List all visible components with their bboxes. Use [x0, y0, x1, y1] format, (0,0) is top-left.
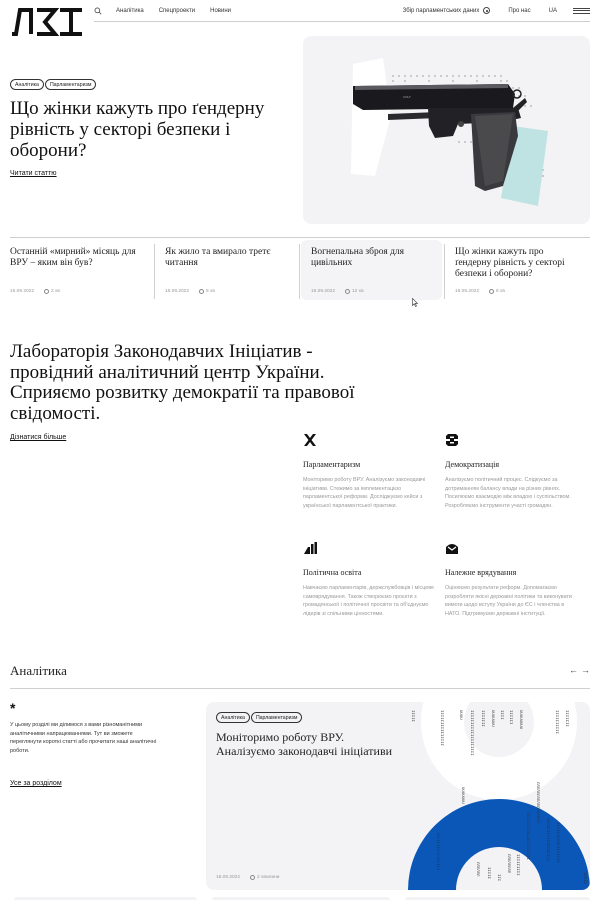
feature-good-governance — [445, 541, 580, 618]
featured-tags — [216, 712, 302, 723]
card-date: 16.09.2022 — [10, 289, 35, 294]
svg-text:IIIIIIIIII: IIIIIIIIII — [554, 710, 558, 735]
featured-date: 16.09.2022 — [216, 875, 241, 880]
card-read-time: 8 хв — [206, 289, 215, 294]
svg-text:IIIII: IIIII — [410, 710, 414, 723]
tag-parliamentarism[interactable]: Парламентаризм — [45, 79, 96, 90]
svg-text:IIIIIIIIIIIIIIIII: IIIIIIIIIIIIIIIII — [555, 822, 559, 863]
nav-item-news[interactable]: Новини — [210, 7, 231, 14]
svg-text:IIIII: IIIII — [486, 867, 490, 880]
card-title: Вогнепальна зброя для цивільних — [311, 247, 405, 268]
featured-read-time: 2 хвилини — [257, 875, 280, 880]
card-read-time: 8 хв — [496, 289, 505, 294]
mouse-cursor-icon — [412, 298, 418, 307]
tag-analytics[interactable]: Аналітика — [10, 79, 44, 90]
article-card[interactable] — [155, 240, 300, 300]
svg-text:IIIIIIIIIIIIIIIIIIII: IIIIIIIIIIIIIIIIIIII — [525, 812, 529, 861]
svg-text:IIIIII: IIIIII — [508, 710, 512, 725]
asterisk-icon: * — [10, 700, 16, 716]
card-date: 16.09.2022 — [311, 289, 336, 294]
featured-meta — [216, 875, 279, 880]
top-nav — [94, 0, 590, 22]
clock-icon — [44, 289, 49, 294]
feature-text: Оцінюємо результати реформ. Допомагаємо розробляти якісні державні політики та виконувати вимоги щодо вступу України до ЄС і членства в НАТО. Підтримуємо державні інституції. — [445, 585, 572, 617]
hero-title[interactable]: Що жінки кажуть про ґендерну рівність у секторі безпеки і оборони? — [10, 98, 265, 161]
analytics-divider — [10, 688, 590, 689]
logo[interactable] — [10, 6, 84, 36]
article-card[interactable] — [0, 240, 145, 300]
nav-item-special-projects[interactable]: Спецпроекти — [158, 7, 196, 14]
article-card[interactable] — [301, 240, 442, 300]
svg-text:UUUU: UUUU — [458, 710, 462, 720]
parliament-data-label: Збір парламентських даних — [402, 7, 480, 14]
svg-text:IIII: IIII — [499, 710, 503, 720]
svg-text:UUUUUUUU: UUUUUUUU — [518, 710, 522, 730]
card-date: 16.09.2022 — [165, 289, 190, 294]
hero-tags — [10, 79, 96, 90]
feature-title: Належне врядування — [445, 568, 517, 577]
card-separator — [299, 244, 300, 299]
svg-text:IIIIIIIIIIIIIIIIIII: IIIIIIIIIIIIIIIIIII — [469, 710, 473, 756]
feature-political-education — [303, 541, 438, 618]
tag-analytics[interactable]: Аналітика — [216, 712, 250, 723]
card-title: Останній «мирний» місяць для ВРУ – яким він був? — [10, 247, 136, 268]
learn-more-link[interactable]: Дізнатися більше — [10, 434, 67, 441]
featured-analytics-card[interactable] — [206, 702, 590, 890]
feature-democratization — [445, 433, 580, 510]
feature-text: Моніторимо роботу ВРУ. Аналізуємо законодавчі ініціативи. Стежимо за імплементацією парламентської реформи. Досліджуємо кейси з української парламентської практики. — [303, 477, 426, 509]
card-date: 16.09.2022 — [455, 289, 480, 294]
analytics-description: У цьому розділі ми ділимося з вами різноманітними аналітичними напрацюваннями. Тут ви зможете переглянути короткі статті або прочитати наші аналітичні роботи. — [10, 722, 157, 754]
arrow-right-icon[interactable]: → — [581, 665, 593, 675]
card-meta — [165, 289, 215, 294]
svg-text:ЛЛЛЛЛЛЛЛЛЛЛЛЛЛЛЛЛ: ЛЛЛЛЛЛЛЛЛЛЛЛЛЛЛЛЛ — [535, 782, 539, 823]
svg-text:IIIIIIIII: IIIIIIIII — [515, 854, 519, 876]
card-title: Що жінки кажуть про ґендерну рівність у секторі безпеки і оборони? — [455, 247, 565, 279]
card-read-time: 12 хв — [352, 289, 364, 294]
nav-item-about[interactable]: Про нас — [508, 7, 531, 14]
section-all-link[interactable]: Усе за розділом — [10, 780, 62, 787]
envelope-icon — [445, 541, 459, 555]
pistol-collage-illustration — [303, 36, 590, 224]
svg-text:III: III — [496, 874, 500, 882]
democracy-knot-icon — [445, 433, 459, 447]
card-meta — [10, 289, 60, 294]
parliament-data-link[interactable] — [403, 7, 491, 14]
card-read-time: 2 хв — [51, 289, 60, 294]
clock-icon — [489, 289, 494, 294]
svg-text:COLT: COLT — [403, 95, 411, 99]
target-icon — [483, 7, 490, 14]
language-switch[interactable]: UA — [548, 7, 557, 14]
svg-text:IIIIIIIIIIIIIIII: IIIIIIIIIIIIIIII — [435, 832, 439, 871]
nav-item-analytics[interactable]: Аналітика — [116, 7, 144, 14]
svg-text:ЛЛЛЛЛЛ: ЛЛЛЛЛЛ — [475, 862, 479, 877]
clock-icon — [250, 875, 255, 880]
card-meta — [455, 289, 505, 294]
svg-text:UUUUUUU: UUUUUUU — [490, 710, 494, 727]
svg-text:ЛЛЛЛЛЛЛЛ: ЛЛЛЛЛЛЛЛ — [506, 854, 510, 874]
carousel-arrows — [569, 665, 593, 675]
clock-icon — [345, 289, 350, 294]
card-meta — [311, 289, 364, 294]
bars-chart-icon — [303, 541, 317, 555]
svg-text:IIIIIIIIIIIIIIIIII: IIIIIIIIIIIIIIIIII — [545, 818, 549, 862]
featured-title: Моніторимо роботу ВРУ. Аналізуємо законодавчі ініціативи — [216, 730, 393, 758]
feature-title: Демократизація — [445, 460, 500, 469]
feature-parliamentarism — [303, 433, 438, 510]
svg-text:IIIII: IIIII — [582, 872, 586, 885]
read-article-link[interactable]: Читати статтю — [10, 170, 57, 177]
feature-text: Аналізуємо політичний процес. Слідкуємо за дотриманням балансу влади на різних рівнях. Посилюємо взаємодію між владою і суспільством. Розробляємо інструменти участі громадян. — [445, 477, 571, 509]
analytics-section-title: Аналітика — [10, 663, 67, 678]
arrow-left-icon[interactable]: ← — [569, 665, 581, 675]
feature-title: Політична освіта — [303, 568, 362, 577]
svg-text:IIIIIII: IIIIIII — [564, 710, 568, 727]
hero-image[interactable] — [303, 36, 590, 224]
analytics-illustration — [404, 702, 590, 890]
parliament-x-icon — [303, 433, 317, 447]
feature-title: Парламентаризм — [303, 460, 361, 469]
svg-text:UUUUUUU: UUUUUUU — [460, 787, 464, 804]
cards-divider — [10, 237, 590, 238]
feature-text: Навчаємо парламентарів, держслужбовців і місцеве самоврядування. Також створюємо проєкти з громадянської і політичної просвіти та об'єднуємо лідерів зі спільними цінностями. — [303, 585, 435, 617]
svg-text:IIIIIII: IIIIIII — [480, 710, 484, 727]
hamburger-icon[interactable] — [573, 8, 590, 14]
clock-icon — [199, 289, 204, 294]
svg-text:IIIIIIIIIIIIIII: IIIIIIIIIIIIIII — [439, 710, 443, 747]
article-card[interactable] — [445, 240, 590, 300]
search-icon[interactable] — [94, 7, 102, 15]
card-title: Як жило та вмирало третє читання — [165, 247, 271, 268]
about-title: Лабораторія Законодавчих Ініціатив - провідний аналітичний центр України. Сприяємо розвитку демократії та правової свідомості. — [10, 341, 355, 424]
tag-parliamentarism[interactable]: Парламентаризм — [251, 712, 302, 723]
